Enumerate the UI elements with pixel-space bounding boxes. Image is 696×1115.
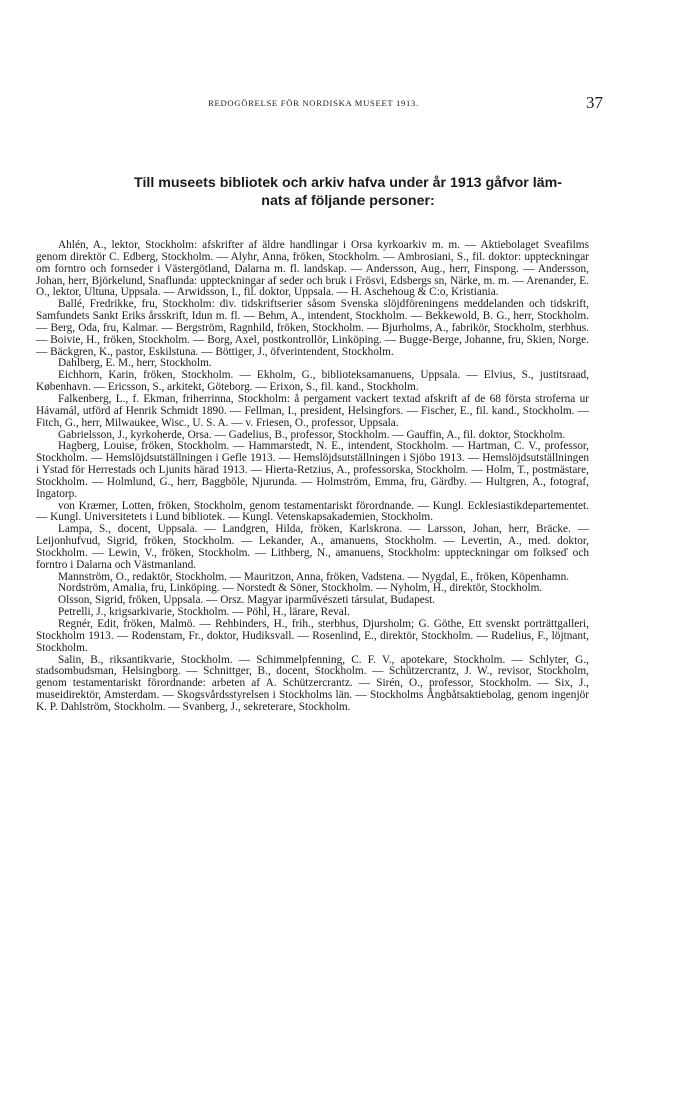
donor-entry-r: Regnér, Edit, fröken, Malmö. — Rehbinders, H., frih., sterbhus, Djursholm; G. Göthe, Ett svenskt porträttgalleri, Stockholm 1913. — Rodenstam, Fr., doktor, Hudiksvall. — Rosenlind, E., direktör, Stockholm. — Rudelius, F., löjtnant, Stockholm. [36, 618, 589, 654]
donor-entry-g: Gabrielsson, J., kyrkoherde, Orsa. — Gadelius, B., professor, Stockholm. — Gauffin, A., fil. doktor, Stockholm. [58, 428, 566, 441]
donor-entry-d: Dahlberg, E. M., herr, Stockholm. [58, 357, 212, 370]
donor-entry-h: Hagberg, Louise, fröken, Stockholm. — Hammarstedt, N. E., intendent, Stockholm. — Hartman, C. V., professor, Stockholm. — Hemslöjdsutställningen i Gefle 1913. — Hemslöjdsutställningen i Sjöbo 1913. — Hemslöjdsutställningen i Ystad för Herrestads och Ljunits härad 1913. — Hierta-Retzius, A., professorska, Stockholm. — Holm, T., postmästare, Stockholm. — Holmlund, G., herr, Baggböle, Njurunda. — Holmström, Emma, fru, Gärdby. — Hultgren, A., fotograf, Ingatorp. [36, 440, 589, 500]
donor-list [36, 240, 589, 714]
donor-entry-b: Ballé, Fredrikke, fru, Stockholm: div. tidskriftserier såsom Svenska slöjdföreningens meddelanden och tidskrift, Samfundets Sankt Eriks årsskrift, Idun m. fl. — Behm, A., intendent, Stockholm. — Bekkewold, B. G., herr, Stockholm. — Berg, Oda, fru, Kalmar. — Bergström, Ragnhild, fröken, Stockholm. — Bjurholms, A., fabrikör, Stockholm, sterbhus. — Boivie, H., fröken, Stockholm. — Borg, Axel, postkontrollör, Linköping. — Bugge-Berge, Johanne, fru, Skien, Norge. — Bäckgren, K., pastor, Eskilstuna. — Böttiger, J., öfverintendent, Stockholm. [36, 298, 589, 358]
donor-entry-n: Nordström, Amalia, fru, Linköping. — Norstedt & Söner, Stockholm. — Nyholm, H., direktör, Stockholm. [58, 582, 543, 595]
donor-entry-k: von Kræmer, Lotten, fröken, Stockholm, genom testamentariskt förordnande. — Kungl. Ecklesiastikdepartementet. — Kungl. Universitetets i Lund bibliotek. — Kungl. Vetenskapsakademien, Stockholm. [36, 499, 589, 524]
running-header [36, 93, 603, 113]
donor-entry-m: Mannström, O., redaktör, Stockholm. — Mauritzon, Anna, fröken, Vadstena. — Nygdal, E., fröken, Köpenhamn. [58, 570, 570, 583]
running-title: REDOGÖRELSE FÖR NORDISKA MUSEET 1913. [208, 98, 419, 108]
section-heading-line-2: nats af följande personer: [261, 193, 435, 209]
donor-entry-f: Falkenberg, L., f. Ekman, friherrinna, Stockholm: å pergament vackert textad afskrift af de 68 första stroferna ur Hávamál, utförd af Henrik Schmidt 1890. — Fellman, I., president, Helsingfors. — Fischer, E., fil. kand., Stockholm. — Fitch, G., herr, Milwaukee, Wisc., U. S. A. — v. Friesen, O., professor, Uppsala. [36, 392, 589, 429]
donor-entry-s: Salin, B., riksantikvarie, Stockholm. — Schimmelpfenning, C. F. V., apotekare, Stockholm. — Schlyter, G., stadsombudsman, Helsingborg. — Schnittger, B., docent, Stockholm. — Schützercrantz, J. W., revisor, Stockholm, genom testamentariskt förordnande: arbeten af A. Schützercrantz. — Sirén, O., professor, Stockholm. — Six, J., museidirektör, Amsterdam. — Skogsvårdsstyrelsen i Stockholms län. — Stockholms Ångbåtsaktiebolag, genom ingenjör K. P. Dahlström, Stockholm. — Svanberg, J., sekreterare, Stockholm. [36, 653, 589, 713]
donor-entry-p: Petrelli, J., krigsarkivarie, Stockholm. — Pöhl, H., lärare, Reval. [58, 606, 350, 619]
page-number: 37 [586, 93, 603, 112]
section-heading [36, 174, 660, 210]
donor-entry-e: Eichhorn, Karin, fröken, Stockholm. — Ekholm, G., biblioteksamanuens, Uppsala. — Elvius, S., justitsraad, København. — Ericsson, S., arkitekt, Göteborg. — Erixon, S., fil. kand., Stockholm. [36, 369, 589, 394]
donor-entry-a: Ahlén, A., lektor, Stockholm: afskrifter af äldre handlingar i Orsa kyrkoarkiv m. m. — Aktiebolaget Sveafilms genom direktör C. Edberg, Stockholm. — Alyhr, Anna, fröken, Stockholm. — Ambrosiani, S., fil. doktor: uppteckningar om forntro och fornseder i Västergötland, Dalarna m. fl. landskap. — Andersson, Aug., herr, Finspong. — Andersson, Johan, herr, Björkelund, Snaflunda: uppteckningar af seder och bruk i Frösvi, Edsbergs sn, Närke, m. m. — Arenander, E. O., lektor, Ultuna, Uppsala. — Arwidsson, I., fil. doktor, Uppsala. — H. Aschehoug & C:o, Kristiania. [36, 239, 589, 299]
donor-entry-o: Olsson, Sigrid, fröken, Uppsala. — Orsz. Magyar iparművészeti társulat, Budapest. [58, 594, 436, 607]
donor-entry-l: Lampa, S., docent, Uppsala. — Landgren, Hilda, fröken, Karlskrona. — Larsson, Johan, herr, Bräcke. — Leijonhufvud, Sigrid, fröken, Stockholm. — Lekander, A., amanuens, Stockholm. — Levertin, A., med. doktor, Stockholm. — Lewin, V., fröken, Stockholm. — Lithberg, N., amanuens, Stockholm: uppteckningar om folkseď och forntro i Dalarna och Västmanland. [36, 523, 589, 571]
section-heading-line-1: Till museets bibliotek och arkiv hafva under år 1913 gåfvor läm- [134, 175, 562, 191]
